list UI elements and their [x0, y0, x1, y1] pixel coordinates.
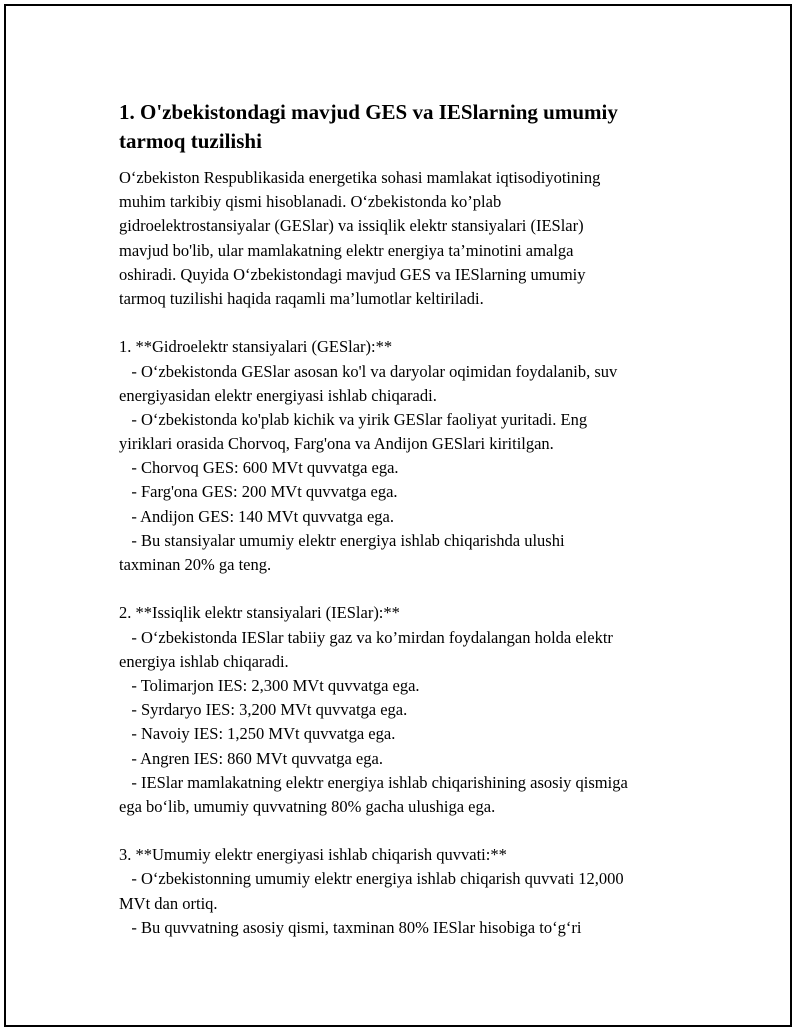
document-content: [119, 98, 699, 940]
list-item: - Farg'ona GES: 200 MVt quvvatga ega.: [119, 482, 398, 502]
body-line: oshiradi. Quyida O‘zbekistondagi mavjud GES va IESlarning umumiy: [119, 264, 586, 284]
list-item: - Andijon GES: 140 MVt quvvatga ega.: [119, 506, 394, 526]
body-line: MVt dan ortiq.: [119, 893, 218, 913]
body-line: - O‘zbekistonda ko'plab kichik va yirik GESlar faoliyat yuritadi. Eng: [119, 409, 588, 429]
body-line: muhim tarkibiy qismi hisoblanadi. O‘zbekistonda ko’plab: [119, 192, 502, 212]
list-item: - Angren IES: 860 MVt quvvatga ega.: [119, 748, 383, 768]
body-line: - IESlar mamlakatning elektr energiya ishlab chiqarishining asosiy qismiga: [119, 772, 628, 792]
list-heading: 2. **Issiqlik elektr stansiyalari (IESlar):**: [119, 603, 400, 623]
list-heading: 1. **Gidroelektr stansiyalari (GESlar):**: [119, 337, 393, 357]
list-item: - Syrdaryo IES: 3,200 MVt quvvatga ega.: [119, 700, 408, 720]
body-line: taxminan 20% ga teng.: [119, 555, 272, 574]
body-line: O‘zbekiston Respublikasida energetika sohasi mamlakat iqtisodiyotining: [119, 168, 601, 187]
list-heading: 3. **Umumiy elektr energiyasi ishlab chiqarish quvvati:**: [119, 845, 507, 865]
section-heading: [119, 98, 699, 156]
blank-line: [119, 311, 699, 335]
body-line: - O‘zbekistonda GESlar asosan ko'l va daryolar oqimidan foydalanib, suv: [119, 361, 618, 381]
body-line: - Bu quvvatning asosiy qismi, taxminan 80% IESlar hisobiga to‘g‘ri: [119, 917, 582, 937]
document-page: [4, 4, 792, 1027]
body-line: energiyasidan elektr energiyasi ishlab chiqaradi.: [119, 385, 437, 405]
body-line: tarmoq tuzilishi haqida raqamli ma’lumotlar keltiriladi.: [119, 288, 484, 308]
body-line: ega bo‘lib, umumiy quvvatning 80% gacha ulushiga ega.: [119, 796, 496, 816]
body-line: - Bu stansiyalar umumiy elektr energiya ishlab chiqarishda ulushi: [119, 530, 565, 550]
body-line: mavjud bo'lib, ular mamlakatning elektr energiya ta’minotini amalga: [119, 240, 574, 260]
body-line: - O‘zbekistonning umumiy elektr energiya ishlab chiqarish quvvati 12,000: [119, 869, 624, 889]
heading-line: 1. O'zbekistondagi mavjud GES va IESlarning umumiy: [119, 100, 618, 124]
heading-line: tarmoq tuzilishi: [119, 129, 262, 153]
body-line: gidroelektrostansiyalar (GESlar) va issiqlik elektr stansiyalari (IESlar): [119, 216, 584, 236]
document-body: [119, 166, 699, 940]
body-line: - O‘zbekistonda IESlar tabiiy gaz va ko’mirdan foydalangan holda elektr: [119, 627, 613, 647]
blank-line: [119, 577, 699, 601]
list-item: - Chorvoq GES: 600 MVt quvvatga ega.: [119, 458, 399, 478]
list-item: - Navoiy IES: 1,250 MVt quvvatga ega.: [119, 724, 396, 744]
body-line: energiya ishlab chiqaradi.: [119, 651, 289, 671]
body-line: yiriklari orasida Chorvoq, Farg'ona va Andijon GESlari kiritilgan.: [119, 434, 554, 454]
list-item: - Tolimarjon IES: 2,300 MVt quvvatga ega.: [119, 675, 420, 695]
blank-line: [119, 819, 699, 843]
